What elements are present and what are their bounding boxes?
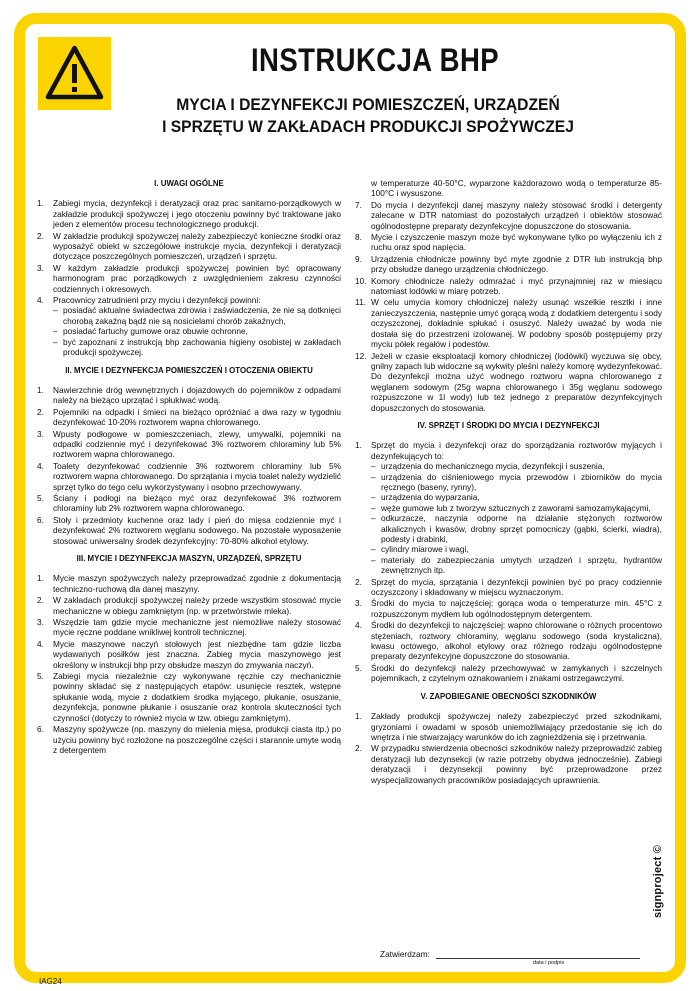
sub-list-item: – urządzenia do mechanicznego mycia, dezynfekcji i suszenia, (371, 461, 605, 472)
sub-list (371, 461, 662, 575)
sub-list-item: – cylindry miarowe i wagi, (371, 544, 469, 555)
sub-list-item: – odkurzacze, naczynia odporne na działanie stężonych roztworów alkalicznych i kwasów, drobny sprzęt pomocniczy (gąbki, ścierki, wiadra), podesty i drabinki, (371, 513, 662, 544)
list-item: 8. Mycie i czyszczenie maszyn może być wykonywane tylko po wyłączeniu ich z ruchu oraz spod napięcia. (355, 232, 662, 253)
right-column (355, 178, 662, 786)
section-heading: I. UWAGI OGÓLNE (154, 178, 224, 188)
signature-note: data i podpis (533, 960, 565, 966)
section-heading: II. MYCIE I DEZYNFEKCJA POMIESZCZEŃ I OTOCZENIA OBIEKTU (65, 364, 313, 375)
list-item: 10. Komory chłodnicze należy odmrażać i myć przynajmniej raz w miesiącu natomiast lodówki w miarę potrzeb. (355, 275, 662, 297)
sub-list-item: – być zapoznani z instrukcją bhp zachowania higieny osobistej w zakładach produkcji spożywczej. (53, 336, 341, 358)
sub-list-item: – posiadać aktualne świadectwa zdrowia i zaświadczenia, że nie są dotknięci chorobą zakaźną bądź nie są nosicielami chorób zakaźnych, (53, 305, 341, 326)
list-item: 12. Jeżeli w czasie eksploatacji komory chłodniczej (lodówki) wyczuwa się obcy, gnilny zapach lub widoczne są wykwity pleśni należy komorę wydezynfekować. Do dezynfekcji można użyć wodnego roztworu wapna chlorowanego z węglanem sodowym (25g wapna chlorowanego i 35g węglanu sodowego rozpuszczone w 1l wody) lub też jednego z preparatów dezynfekcyjnych dopuszczonych do stosowania. (355, 350, 662, 413)
list-item: 1. Mycie maszyn spożywczych należy przeprowadzać zgodnie z dokumentacją techniczno-ruchową dla danej maszyny. (37, 573, 341, 594)
list-item: 4. Pracownicy zatrudnieni przy myciu i dezynfekcji powinni: – posiadać aktualne świadectwa zdrowia i zaświadczenia, że nie są dotknięci chorobą zakaźną bądź nie są nosicielami chorób zakaźnych, – posiadać fartuchy gumowe oraz obuwie ochronne, – być zapoznani z instrukcją bhp zachowania higieny osobistej w zakładach produkcji spożywczej. (37, 295, 341, 358)
list-item: 1. Sprzęt do mycia i dezynfekcji oraz do sporządzania roztworów myjących i dezynfekujących to: – urządzenia do mechanicznego mycia, dezynfekcji i suszenia, – urządzenia do ciśnieniowego mycia przewodów i zbiorników do mycia ręcznego (baseny, rynny), – urządzenia do wyparzania, – węże gumowe lub z tworzyw sztucznych z zaworami samozamykającymi, – odkurzacze, naczynia odporne na działanie stężonych roztworów alkalicznych i kwasów, drobny sprzęt pomocniczy (gąbki, ścierki, wiadra), podesty i drabinki, – cylindry miarowe i wagi, – materiały do zabezpieczania umytych urządzeń i sprzętu, hydrantów zewnętrznych itp. (355, 440, 662, 576)
list-item: 7. Do mycia i dezynfekcji danej maszyny należy stosować środki i detergenty zalecane w DTR natomiast do pozostałych urządzeń i obiektów stosować ogólnodostępne preparaty dezynfekcyjne dopuszczone do stosowania. (355, 199, 662, 231)
list-item: 2. W zakładzie produkcji spożywczej należy zabezpieczyć konieczne środki oraz wyposażyć obiekt w szczegółowe instrukcje mycia, dezynfekcji i deratyzacji dotyczące poszczególnych pomieszczeń, urządzeń i sprzętu. (37, 230, 341, 262)
list-item: 3. Wpusty podłogowe w pomieszczeniach, zlewy, umywalki, pojemniki na odpadki codziennie myć i dezynfekować 3% roztworem chloraminy lub 5% roztworem wapna chlorowanego. (37, 428, 341, 460)
section-5-list (355, 711, 662, 785)
page-title: INSTRUKCJA BHP (250, 42, 500, 78)
list-item: 2. Pojemniki na odpadki i śmieci na bieżąco opróżniać a dwa razy w tygodniu dezynfekować 10-20% roztworem wapna chlorowanego. (37, 406, 341, 428)
list-item: 6. Stoły i przedmioty kuchenne oraz lady i pień do mięsa codziennie myć i dezynfekować 2% roztworem węglanu sodowego. Na pozostałe wyposażenie stosować uniwersalny środek dezynfekcyjny: 70-80% alkohol etylowy. (37, 514, 341, 546)
sub-list-item: – urządzenia do wyparzania, (371, 492, 480, 503)
subtitle-line-2: I SPRZĘTU W ZAKŁADACH PRODUKCJI SPOŻYWCZEJ (162, 117, 574, 136)
continued-text: w temperaturze 40-50°C, wyparzone każdorazowo wodą o temperaturze 85-100°C i wysuszone. (371, 178, 662, 199)
list-item: 3. W każdym zakładzie produkcji spożywczej powinien być opracowany harmonogram prac porządkowych z uwzględnieniem zakresu czynności codziennych i okresowych. (37, 262, 341, 294)
list-item: 5. Zabiegi mycia niezależnie czy wykonywane ręcznie czy mechanicznie powinny składać się z następujących etapów: usunięcie resztek, wstępne spłukanie wodą, mycie z dodatkiem środka myjącego, płukanie, osuszanie, dezynfekcja, ponowne płukanie i osuszanie oraz kontrola skuteczności tych czynności (dotyczy to również mycia w tzw. obiegu zamkniętym). (37, 671, 341, 723)
sub-list-item: – urządzenia do ciśnieniowego mycia przewodów i zbiorników do mycia ręcznego (baseny, rynny), (371, 471, 662, 492)
sub-list-item: – posiadać fartuchy gumowe oraz obuwie ochronne, (53, 326, 248, 337)
list-item: 6. Maszyny spożywcze (np. maszyny do mielenia mięsa, produkcji ciasta itp.) po użyciu powinny być rozłożone na poszczególne części i starannie umyte wodą z detergentem (37, 724, 341, 755)
warning-triangle-icon (44, 44, 105, 102)
list-item: 5. Środki do dezynfekcji należy przechowywać w zamykanych i szczelnych pojemnikach, z czytelnym oznakowaniem i znakami ostrzegawczymi. (355, 662, 662, 684)
list-item: 4. Środki do dezynfekcji to najczęściej: wapno chlorowane o różnych procentowo stężeniach, roztwory chloraminy, węglanu sodowego (soda krystaliczna), kwasu octowego, alkohol etylowy oraz różnego rodzaju ogólnodostępne preparaty dezynfekcyjne dopuszczone do stosowania. (355, 620, 662, 662)
section-3-list-continued (355, 200, 662, 413)
section-heading: III. MYCIE I DEZYNFEKCJA MASZYN, URZĄDZEŃ, SPRZĘTU (76, 553, 302, 563)
section-1-list (37, 198, 341, 357)
page-subtitle (112, 94, 624, 138)
approval-label: Zatwierdzam: (380, 949, 430, 959)
approval-signature-row (380, 949, 640, 959)
brand-logo: signproject © (652, 844, 664, 918)
list-item: 3. Wszędzie tam gdzie mycie mechaniczne jest niemożliwe należy stosować mycie ręczne poddane wnikliwej kontroli technicznej. (37, 617, 341, 638)
sub-list-item: – materiały do zabezpieczania umytych urządzeń i sprzętu, hydrantów zewnętrznych itp. (371, 554, 662, 576)
section-heading: IV. SPRZĘT I ŚRODKI DO MYCIA I DEZYNFEKCJI (417, 419, 600, 430)
section-4-list (355, 440, 662, 683)
list-item: 2. W zakładach produkcji spożywczej należy przede wszystkim stosować mycie mechaniczne w obiegu zamkniętym (np. w przetwórstwie mleka). (37, 595, 341, 616)
warning-sign (38, 37, 111, 110)
list-item: 1. Zabiegi mycia, dezynfekcji i deratyzacji oraz prac sanitarno-porządkowych w zakładzie produkcji spożywczej i jego otoczeniu powinny być traktowane jako jeden z elementów procesu technologicznego produkcji. (37, 198, 341, 230)
signature-line (436, 950, 640, 959)
list-item: 3. Środki do mycia to najczęściej: gorąca woda o temperaturze min. 45°C z rozpuszczonym mydłem lub ogólnodostępnym detergentem. (355, 598, 662, 619)
left-column (37, 178, 341, 756)
list-item: 4. Toalety dezynfekować codziennie 3% roztworem chloraminy lub 5% roztworem wapna chlorowanego. Do sprzątania i mycia toalet należy wydzielić sprzęt tylko do tego celu wykorzystywany i osobno przechowywany. (37, 460, 341, 492)
sub-list (53, 305, 341, 357)
subtitle-line-1: MYCIA I DEZYNFEKCJI POMIESZCZEŃ, URZĄDZEŃ (176, 95, 560, 114)
list-item: 9. Urządzenia chłodnicze powinny być myte zgodnie z DTR lub instrukcją bhp przy obsłudze danego urządzenia chłodniczego. (355, 253, 662, 275)
list-item: 2. W przypadku stwierdzenia obecności szkodników należy przeprowadzić zabieg deratyzacji lub dezynsekcji (w razie potrzeby obydwa jednocześnie). Zabiegi deratyzacji i dezynsekcji powinny być przeprowadzone przez wyspecjalizowanych pracowników posiadających uprawnienia. (355, 743, 662, 785)
list-item: 11. W celu umycia komory chłodniczej należy usunąć wszelkie resztki i inne zanieczyszczenia, następnie umyć gorącą wodą z dodatkiem detergentu i sody oczyszczonej, dokładnie spłukać i osuszyć. Należy uważać by woda nie dostała się do przestrzeni izolowanej. W podobny sposób postępujemy przy myciu półek regałów i podestów. (355, 297, 662, 350)
list-item: 1. Nawierzchnie dróg wewnętrznych i dojazdowych do pojemników z odpadami należy na bieżąco uprzątać i spłukiwać wodą. (37, 384, 341, 406)
section-heading: V. ZAPOBIEGANIE OBECNOŚCI SZKODNIKÓW (420, 690, 597, 701)
sign-code: IAG24 (39, 977, 62, 986)
sub-list-item: – węże gumowe lub z tworzyw sztucznych z zaworami samozamykającymi, (371, 502, 651, 513)
section-3-list (37, 573, 341, 755)
section-2-list (37, 385, 341, 546)
list-item: 2. Sprzęt do mycia, sprzątania i dezynfekcji powinien być po pracy codziennie oczyszczony i składowany w miejscu wyznaczonym. (355, 576, 662, 598)
list-item: 5. Ściany i podłogi na bieżąco myć oraz dezynfekować 3% roztworem chloraminy lub 2% roztworem wapna chlorowanego. (37, 492, 341, 514)
list-item: 4. Mycie maszynowe naczyń stołowych jest niezbędne tam gdzie liczba wydawanych posiłków jest znaczna. Zabieg mycia maszynowego jest określony w instrukcji bhp przy obsłudze maszyn do zmywania naczyń. (37, 638, 341, 670)
list-item: 1. Zakłady produkcji spożywczej należy zabezpieczyć przed szkodnikami, gryzoniami i owadami w sposób uniemożliwiający przedostanie się ich do wnętrza i nie stwarzający warunków do ich zagnieżdżenia się i przetrwania. (355, 711, 662, 742)
